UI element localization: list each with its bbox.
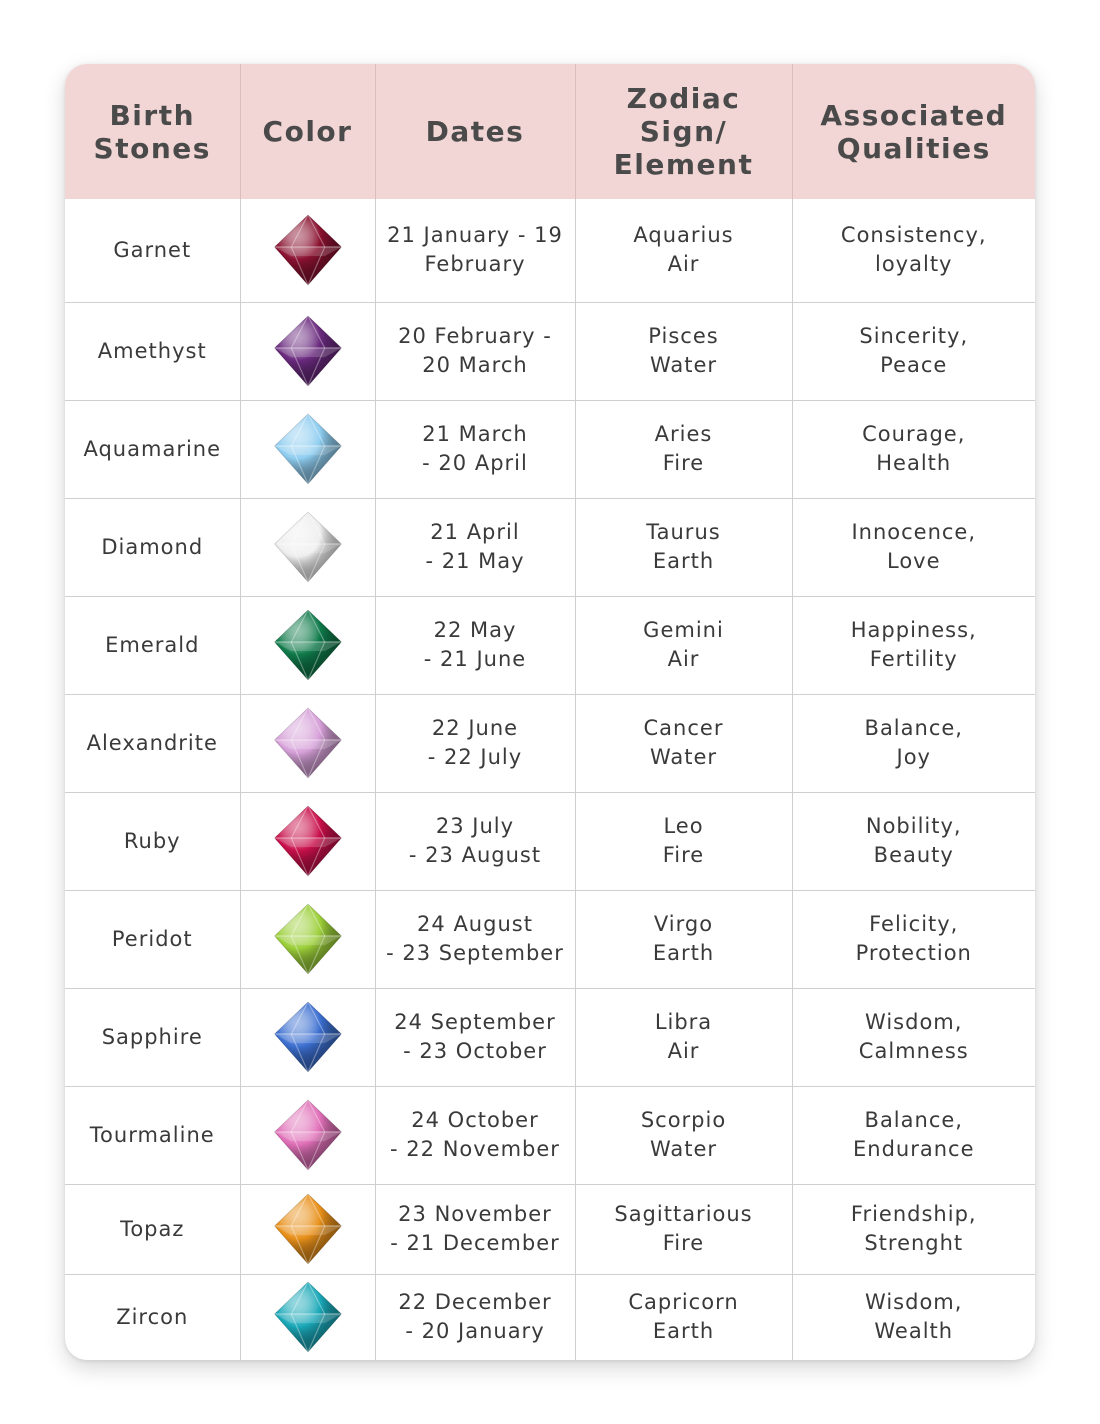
table-row — [65, 890, 1035, 988]
color-swatch-cell — [240, 199, 375, 302]
dates-cell: 22 May - 21 June — [375, 596, 575, 694]
qualities-cell: Wisdom, Calmness — [792, 988, 1035, 1086]
qualities-cell: Courage, Health — [792, 400, 1035, 498]
color-swatch-cell — [240, 792, 375, 890]
color-swatch-cell — [240, 988, 375, 1086]
birthstone-table — [65, 64, 1035, 1360]
zodiac-cell: Pisces Water — [575, 302, 792, 400]
birthstone-name: Topaz — [65, 1184, 240, 1274]
gem-icon — [270, 212, 346, 288]
birthstone-name: Tourmaline — [65, 1086, 240, 1184]
zodiac-cell: Virgo Earth — [575, 890, 792, 988]
table-row — [65, 1274, 1035, 1360]
birthstone-name: Ruby — [65, 792, 240, 890]
gem-icon — [270, 999, 346, 1075]
color-swatch-cell — [240, 302, 375, 400]
gem-icon — [270, 1191, 346, 1267]
qualities-cell: Wisdom, Wealth — [865, 1290, 963, 1344]
zodiac-cell: Capricorn Earth — [575, 1274, 792, 1360]
table-row — [65, 596, 1035, 694]
dates-cell: 21 January - 19 February — [375, 199, 575, 302]
qualities-cell: Balance, Joy — [792, 694, 1035, 792]
birthstone-name: Diamond — [65, 498, 240, 596]
birthstone-name: Sapphire — [65, 988, 240, 1086]
qualities-cell: Nobility, Beauty — [792, 792, 1035, 890]
dates-cell: 23 July - 23 August — [375, 792, 575, 890]
dates-cell: 21 April - 21 May — [375, 498, 575, 596]
gem-icon — [270, 1279, 346, 1355]
header-zodiac-sign-element: Zodiac Sign/ Element — [575, 64, 792, 199]
birthstone-name: Emerald — [65, 596, 240, 694]
zodiac-cell: Leo Fire — [575, 792, 792, 890]
qualities-cell: Friendship, Strenght — [792, 1184, 1035, 1274]
dates-cell: 24 October - 22 November — [375, 1086, 575, 1184]
table-row — [65, 199, 1035, 302]
birthstone-name: Zircon — [65, 1274, 240, 1360]
table-row — [65, 988, 1035, 1086]
birthstone-name: Garnet — [65, 199, 240, 302]
color-swatch-cell — [240, 1086, 375, 1184]
color-swatch-cell — [240, 400, 375, 498]
header-color: Color — [240, 64, 375, 199]
birthstone-table-card — [65, 64, 1035, 1360]
color-swatch-cell — [240, 498, 375, 596]
dates-cell: 21 March - 20 April — [375, 400, 575, 498]
gem-icon — [270, 313, 346, 389]
qualities-cell: Happiness, Fertility — [792, 596, 1035, 694]
zodiac-cell: Aries Fire — [575, 400, 792, 498]
table-row — [65, 1086, 1035, 1184]
color-swatch-cell — [240, 694, 375, 792]
zodiac-cell: Cancer Water — [575, 694, 792, 792]
qualities-cell: Balance, Endurance — [792, 1086, 1035, 1184]
header-row — [65, 64, 1035, 199]
table-row — [65, 400, 1035, 498]
qualities-cell: Consistency, loyalty — [792, 199, 1035, 302]
color-swatch-cell — [240, 596, 375, 694]
dates-cell: 24 September - 23 October — [375, 988, 575, 1086]
birthstone-name: Aquamarine — [65, 400, 240, 498]
color-swatch-cell — [240, 1184, 375, 1274]
qualities-cell: Innocence, Love — [792, 498, 1035, 596]
birthstone-name: Peridot — [65, 890, 240, 988]
zodiac-cell: Taurus Earth — [575, 498, 792, 596]
zodiac-cell: Sagittarious Fire — [575, 1184, 792, 1274]
birthstone-name: Alexandrite — [65, 694, 240, 792]
table-row — [65, 792, 1035, 890]
dates-cell: 20 February - 20 March — [375, 302, 575, 400]
gem-icon — [270, 509, 346, 585]
table-row — [65, 694, 1035, 792]
dates-cell: 22 December - 20 January — [375, 1274, 575, 1360]
gem-icon — [270, 1097, 346, 1173]
table-row — [65, 1184, 1035, 1274]
birthstone-name: Amethyst — [65, 302, 240, 400]
header-dates: Dates — [375, 64, 575, 199]
header-associated-qualities: Associated Qualities — [820, 98, 1008, 165]
dates-cell: 22 June - 22 July — [375, 694, 575, 792]
gem-icon — [270, 607, 346, 683]
color-swatch-cell — [240, 1274, 375, 1360]
zodiac-cell: Scorpio Water — [575, 1086, 792, 1184]
header-birth-stones: Birth Stones — [65, 64, 240, 199]
dates-cell: 23 November - 21 December — [375, 1184, 575, 1274]
zodiac-cell: Aquarius Air — [575, 199, 792, 302]
gem-icon — [270, 901, 346, 977]
gem-icon — [270, 803, 346, 879]
gem-icon — [270, 705, 346, 781]
table-row — [65, 498, 1035, 596]
dates-cell: 24 August - 23 September — [375, 890, 575, 988]
zodiac-cell: Libra Air — [575, 988, 792, 1086]
gem-icon — [270, 411, 346, 487]
zodiac-cell: Gemini Air — [575, 596, 792, 694]
qualities-cell: Felicity, Protection — [792, 890, 1035, 988]
qualities-cell: Sincerity, Peace — [792, 302, 1035, 400]
color-swatch-cell — [240, 890, 375, 988]
table-row — [65, 302, 1035, 400]
